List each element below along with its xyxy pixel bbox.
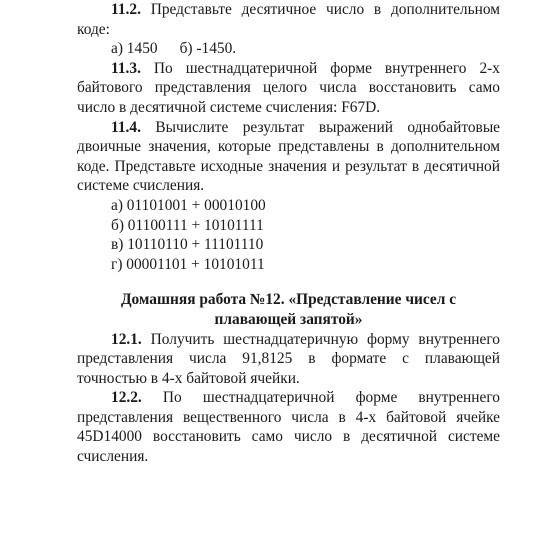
expression-item: а) 01101001 + 00010100 <box>111 196 266 214</box>
homework-title-line1: Домашняя работа №12. «Представление чисел с <box>120 291 457 309</box>
task-11-2 <box>77 0 500 39</box>
task-12-1 <box>77 330 500 389</box>
homework-title-line2: плавающей запятой» <box>214 310 363 328</box>
task-11-2-options <box>77 39 500 59</box>
task-11-4 <box>77 118 500 196</box>
task-12-2 <box>77 388 500 466</box>
section-gap <box>77 274 500 290</box>
option-b: б) -1450. <box>179 40 237 58</box>
task-text: Получить шестнадцатеричную форму внутреннего представления числа 91,8125 в формате с плавающей точностью в 4-х байтовой ячейки. <box>77 330 500 387</box>
expression-item: г) 00001101 + 10101011 <box>111 255 265 273</box>
document-page <box>77 0 500 467</box>
task-11-3 <box>77 59 500 118</box>
task-number: 12.2. <box>111 389 142 407</box>
task-text: Вычислите результат выражений однобайтовые двоичные значения, которые представлены в дополнительном коде. Представьте исходные значения и результат в десятичной системе счисления. <box>77 118 500 195</box>
task-number: 11.3. <box>111 59 141 77</box>
task-text: Представьте десятичное число в дополнительном коде: <box>77 1 500 38</box>
task-text: По шестнадцатеричной форме внутреннего представления вещественного числа в 4-х байтовой ячейке 45D14000 восстановить само число в десятичной системе счисления. <box>77 389 500 466</box>
task-number: 11.2. <box>111 1 141 18</box>
expression-item: в) 10110110 + 11101110 <box>111 236 264 254</box>
option-a: а) 1450 <box>111 40 158 58</box>
expression-item: б) 01100111 + 10101111 <box>111 216 264 234</box>
task-number: 11.4. <box>111 118 141 136</box>
task-number: 12.1. <box>111 330 142 348</box>
task-text: По шестнадцатеричной форме внутреннего 2-х байтового представления целого числа восстановить само число в десятичной системе счисления: F67D. <box>77 59 500 116</box>
